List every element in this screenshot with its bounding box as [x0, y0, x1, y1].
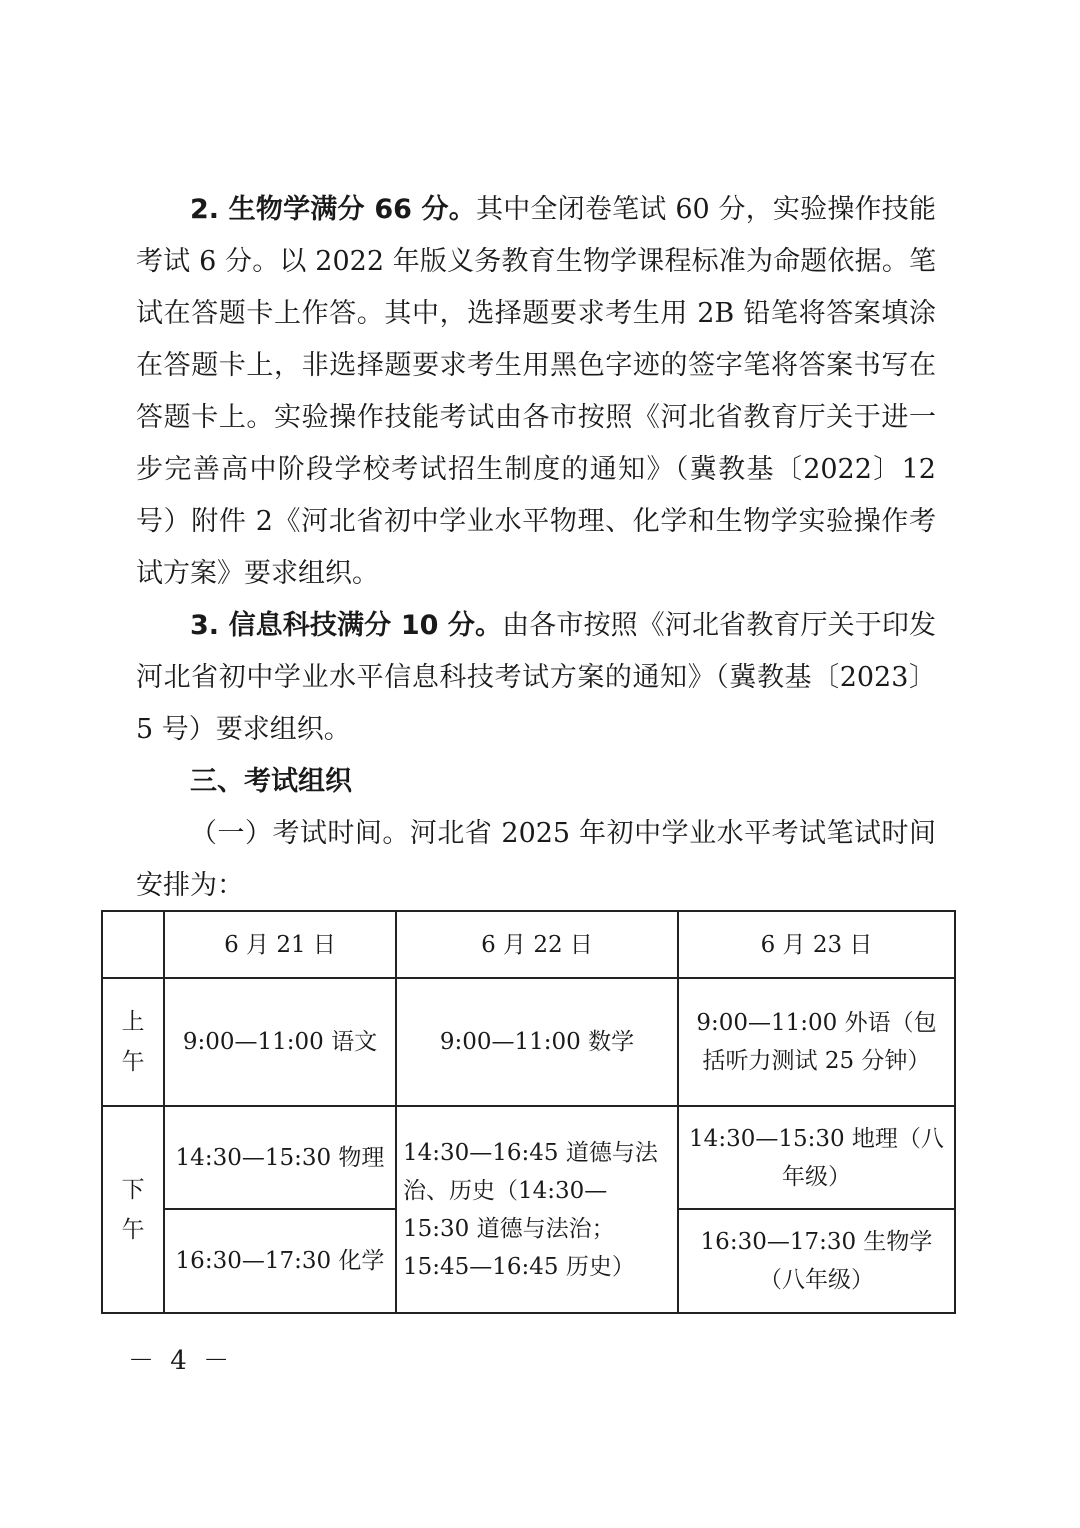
- schedule-cell: 14:30—16:45 道德与法治、历史（14:30—15:30 道德与法治；15:45—16:45 历史）: [396, 1106, 678, 1313]
- paragraph-lead: 2. 生物学满分 66 分。: [190, 194, 476, 225]
- exam-schedule-table: [101, 910, 956, 1314]
- paragraph-text: 其中全闭卷笔试 60 分，实验操作技能考试 6 分。以 2022 年版义务教育生物学课程标准为命题依据。笔试在答题卡上作答。其中，选择题要求考生用 2B 铅笔将答案填涂在答题卡上，非选择题要求考生用黑色字迹的签字笔将答案书写在答题卡上。实验操作技能考试由各市按照《河北省教育厅关于进一步完善高中阶段学校考试招生制度的通知》（冀教基〔2022〕12 号）附件 2《河北省初中学业水平物理、化学和生物学实验操作考试方案》要求组织。: [136, 194, 936, 589]
- schedule-cell: 16:30—17:30 生物学（八年级）: [678, 1209, 955, 1313]
- row-label-char: 午: [121, 1216, 145, 1243]
- date-cell: 6 月 21 日: [164, 911, 396, 978]
- corner-cell: [102, 911, 164, 978]
- paragraph-lead: 3. 信息科技满分 10 分。: [190, 610, 503, 641]
- date-cell: 6 月 23 日: [678, 911, 955, 978]
- row-label-char: 下: [121, 1176, 145, 1203]
- row-label-char: 午: [121, 1049, 145, 1075]
- schedule-cell: 9:00—11:00 数学: [396, 978, 678, 1106]
- schedule-cell: 9:00—11:00 外语（包括听力测试 25 分钟）: [678, 978, 955, 1106]
- page-number: － 4 －: [128, 1346, 234, 1376]
- paragraph-info-tech: [136, 600, 936, 756]
- row-label-afternoon: [102, 1106, 164, 1313]
- table-row-afternoon-1: [102, 1106, 955, 1209]
- row-label-morning: [102, 978, 164, 1106]
- paragraph-text: 由各市按照《河北省教育厅关于印发河北省初中学业水平信息科技考试方案的通知》（冀教基〔2023〕5 号）要求组织。: [136, 610, 937, 745]
- date-cell: 6 月 22 日: [396, 911, 678, 978]
- paragraph-lead: （一）考试时间。: [190, 818, 410, 849]
- section-heading: 三、考试组织: [190, 766, 352, 797]
- paragraph-biology: [136, 184, 936, 600]
- schedule-cell: 9:00—11:00 语文: [164, 978, 396, 1106]
- table-header-row: [102, 911, 955, 978]
- schedule-cell: 14:30—15:30 地理（八年级）: [678, 1106, 955, 1209]
- row-label-char: 上: [121, 1009, 145, 1035]
- table-row-morning: [102, 978, 955, 1106]
- paragraph-exam-time: [136, 808, 936, 912]
- paragraph-text: 河北省 2025 年初中学业水平考试笔试时间安排为：: [136, 818, 936, 901]
- body-text: [136, 184, 936, 912]
- schedule-cell: 14:30—15:30 物理: [164, 1106, 396, 1209]
- schedule-cell: 16:30—17:30 化学: [164, 1209, 396, 1313]
